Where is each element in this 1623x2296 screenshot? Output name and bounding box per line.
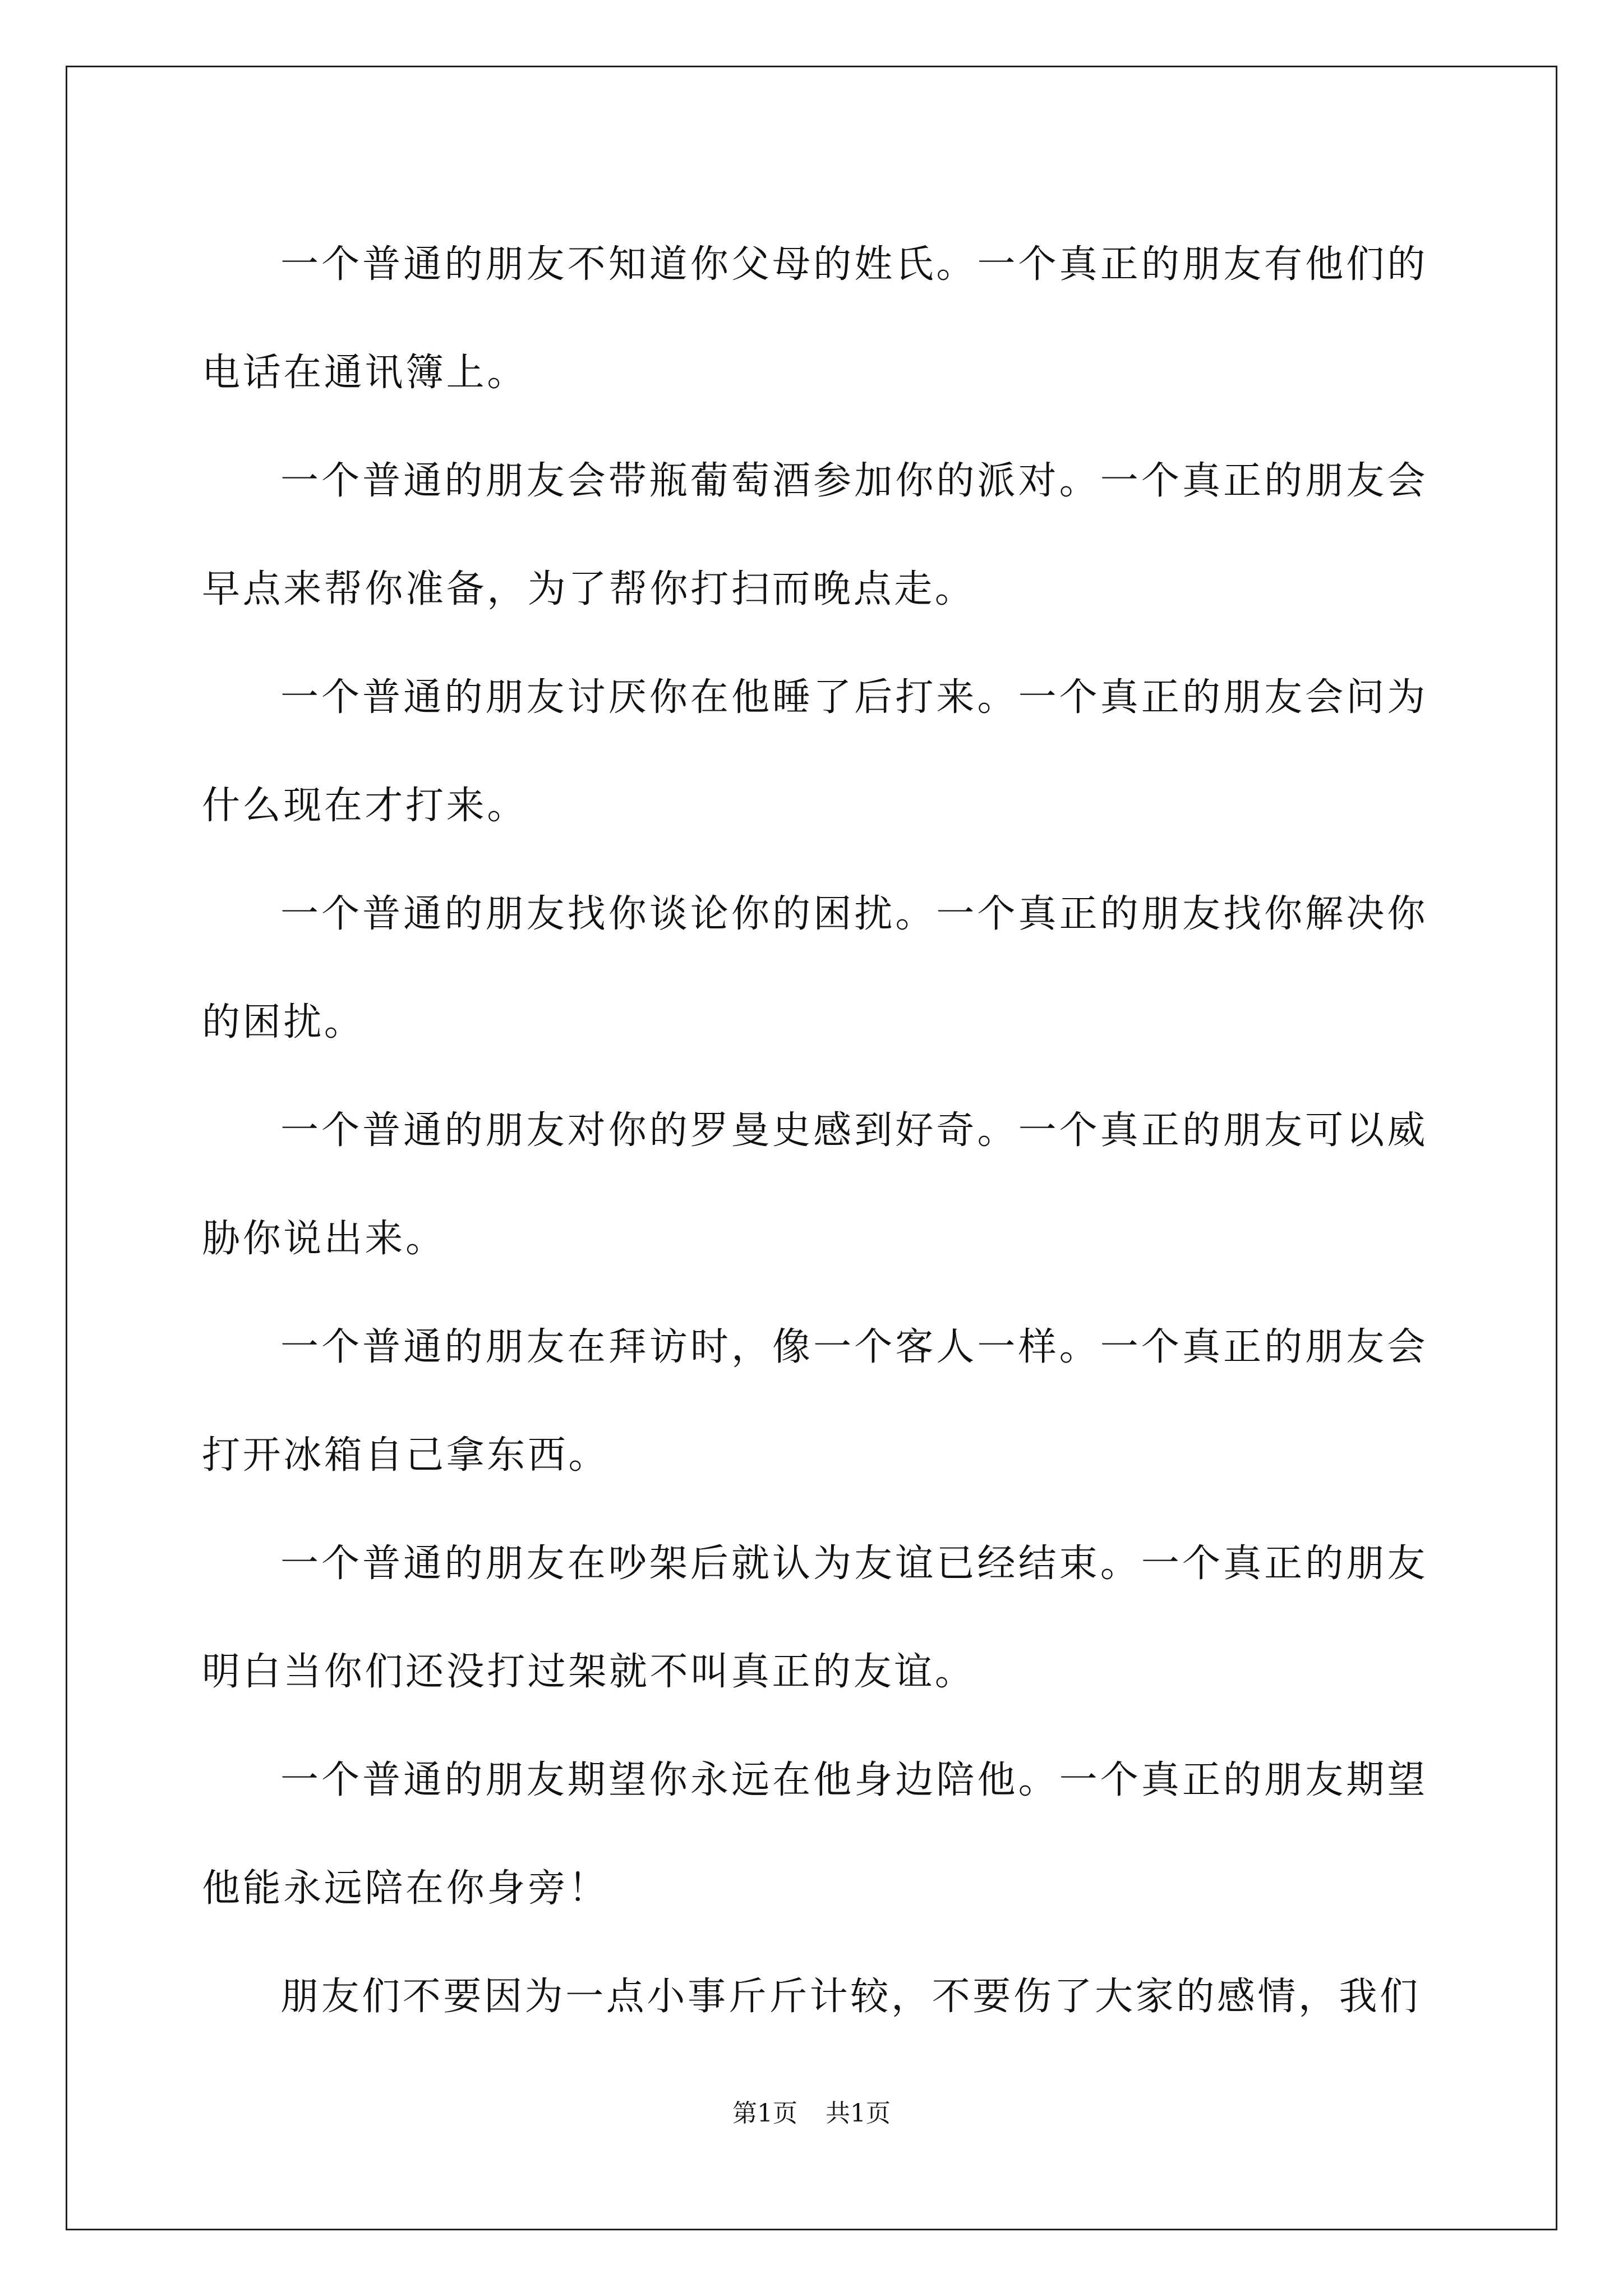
paragraph-9: 朋友们不要因为一点小事斤斤计较，不要伤了大家的感情，我们	[280, 1975, 1421, 2019]
page-number-current: 第1页	[732, 2099, 797, 2128]
paragraph-5: 一个普通的朋友对你的罗曼史感到好奇。一个真正的朋友可以威胁你说出来。	[202, 1108, 1428, 1261]
paragraph-4: 一个普通的朋友找你谈论你的困扰。一个真正的朋友找你解决你的困扰。	[202, 892, 1428, 1045]
page-footer	[0, 2097, 1623, 2131]
paragraph-3: 一个普通的朋友讨厌你在他睡了后打来。一个真正的朋友会问为什么现在才打来。	[202, 675, 1428, 828]
paragraph-2: 一个普通的朋友会带瓶葡萄酒参加你的派对。一个真正的朋友会早点来帮你准备，为了帮你打扫而晚点走。	[202, 459, 1428, 611]
page-number-total: 共1页	[826, 2099, 891, 2128]
paragraph-7: 一个普通的朋友在吵架后就认为友谊已经结束。一个真正的朋友明白当你们还没打过架就不叫真正的友谊。	[202, 1542, 1428, 1694]
paragraph-1: 一个普通的朋友不知道你父母的姓氏。一个真正的朋友有他们的电话在通讯簿上。	[202, 242, 1428, 395]
paragraph-8: 一个普通的朋友期望你永远在他身边陪他。一个真正的朋友期望他能永远陪在你身旁！	[202, 1758, 1428, 1911]
paragraph-6: 一个普通的朋友在拜访时，像一个客人一样。一个真正的朋友会打开冰箱自己拿东西。	[202, 1325, 1428, 1478]
document-body	[202, 210, 1428, 2051]
